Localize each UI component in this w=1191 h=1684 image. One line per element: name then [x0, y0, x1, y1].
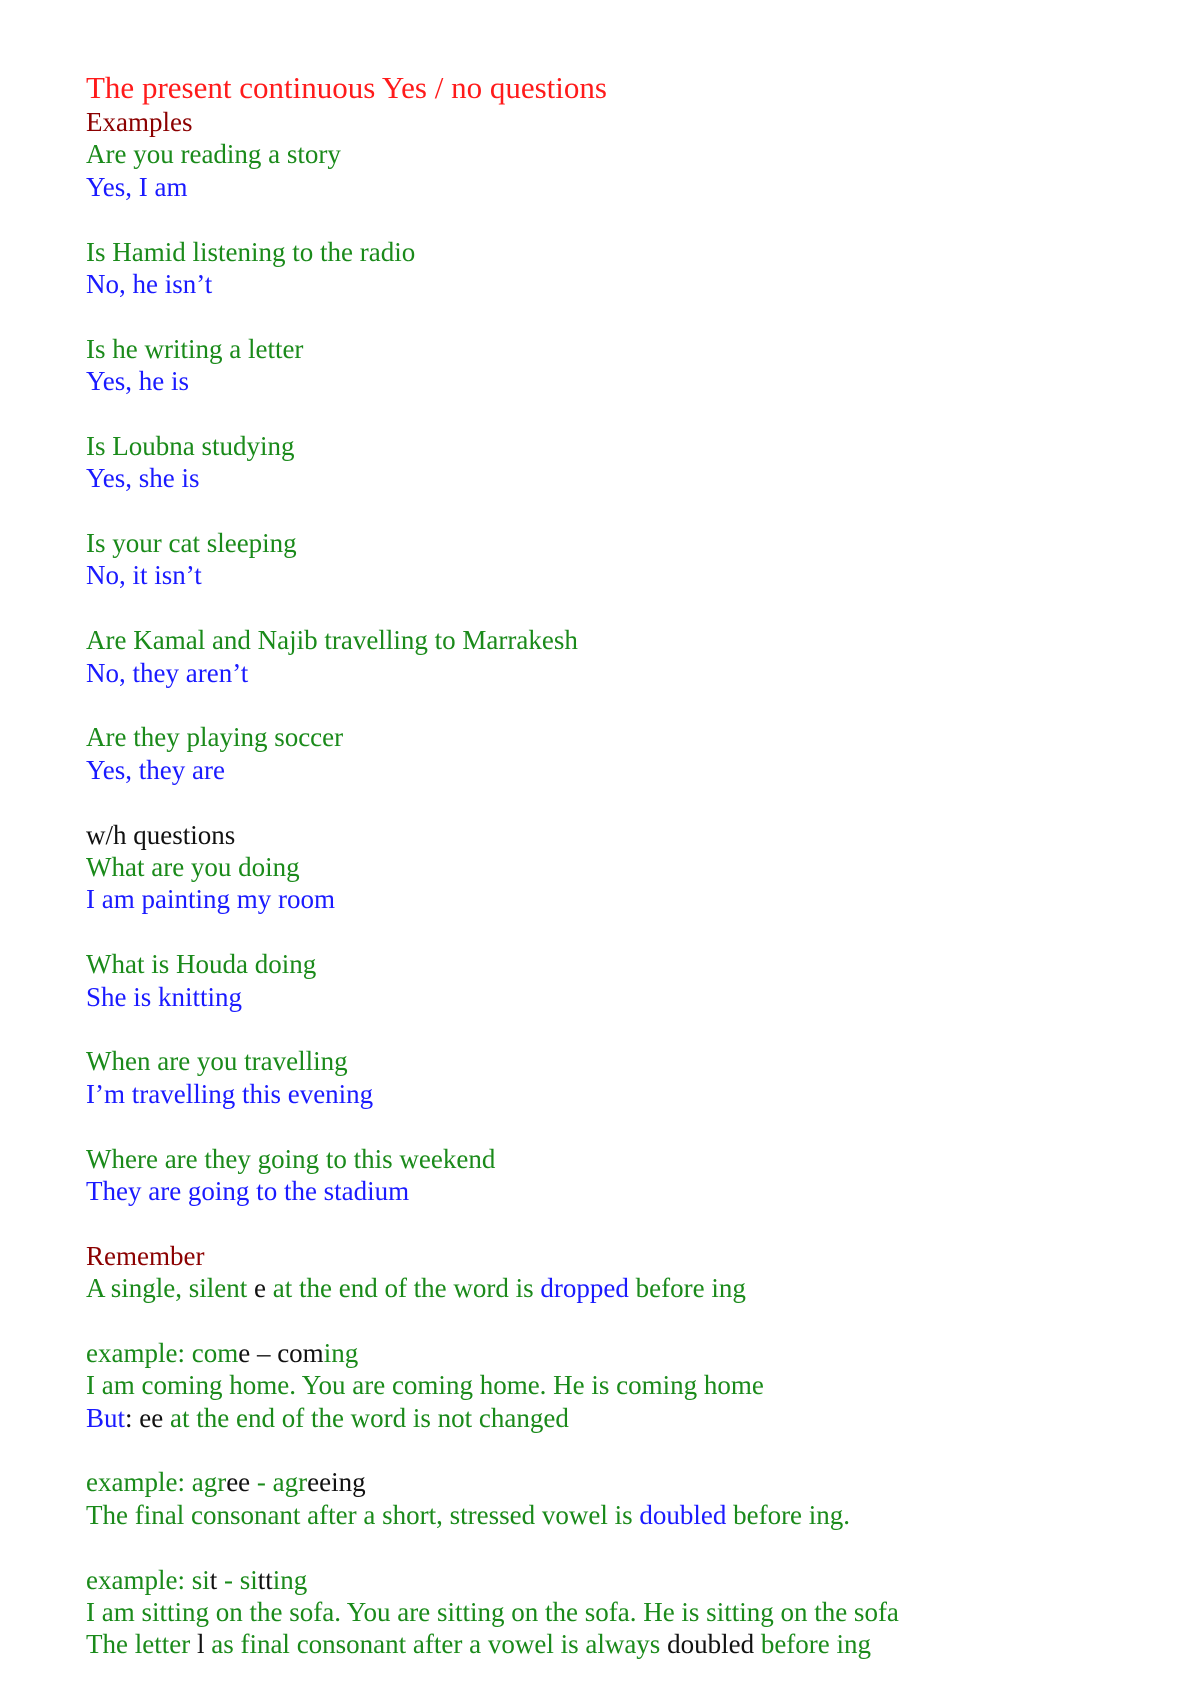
spacer: [86, 1013, 1146, 1045]
rule-letter: l: [196, 1629, 205, 1660]
rule-text: The final consonant after a short, stressed vowel is: [86, 1499, 640, 1530]
rule-letter: e: [254, 1273, 266, 1304]
example-sentence: I am coming home. You are coming home. He is coming home: [86, 1370, 764, 1401]
example-letters: ee: [226, 1467, 251, 1498]
page-title: The present continuous Yes / no questions: [86, 70, 607, 105]
question-line: When are you travelling: [86, 1046, 348, 1077]
answer-line: No, they aren’t: [86, 657, 249, 688]
example-suffix: ing: [272, 1564, 308, 1595]
answer-line: I’m travelling this evening: [86, 1078, 374, 1109]
answer-line: No, he isn’t: [86, 268, 213, 299]
spacer: [86, 592, 1146, 624]
answer-line: No, it isn’t: [86, 560, 202, 591]
answer-line: She is knitting: [86, 981, 243, 1012]
question-line: Is he writing a letter: [86, 333, 304, 364]
question-line: Is Hamid listening to the radio: [86, 236, 416, 267]
rule-text: A single, silent: [86, 1273, 254, 1304]
spacer: [86, 689, 1146, 721]
example-letters: tt: [257, 1564, 273, 1595]
wh-heading: w/h questions: [86, 819, 236, 850]
question-line: Are you reading a story: [86, 139, 341, 170]
example-text: - agr: [250, 1467, 308, 1498]
rule-text: before ing: [628, 1273, 746, 1304]
answer-line: They are going to the stadium: [86, 1175, 410, 1206]
spacer: [86, 916, 1146, 948]
spacer: [86, 398, 1146, 430]
but-text: :: [125, 1402, 140, 1433]
rule-keyword: dropped: [540, 1273, 629, 1304]
but-text: at the end of the word is not changed: [163, 1402, 569, 1433]
spacer: [86, 1531, 1146, 1563]
rule-text: The letter: [86, 1629, 197, 1660]
example-letter: t: [209, 1564, 218, 1595]
spacer: [86, 495, 1146, 527]
question-line: Are they playing soccer: [86, 722, 344, 753]
spacer: [86, 1207, 1146, 1239]
question-line: Are Kamal and Najib travelling to Marrakesh: [86, 625, 578, 656]
rule-text: as final consonant after a vowel is always: [204, 1629, 668, 1660]
spacer: [86, 1434, 1146, 1466]
rule-keyword: doubled: [639, 1499, 727, 1530]
question-line: What is Houda doing: [86, 949, 317, 980]
rule-text: before ing.: [726, 1499, 851, 1530]
example-text: example: com: [86, 1337, 239, 1368]
spacer: [86, 300, 1146, 332]
document-page: [86, 70, 1146, 1661]
spacer: [86, 1110, 1146, 1142]
example-come: [86, 1337, 1146, 1369]
spacer: [86, 203, 1146, 235]
question-line: Is Loubna studying: [86, 430, 295, 461]
answer-line: I am painting my room: [86, 884, 335, 915]
example-text: – com: [250, 1337, 324, 1368]
rule-text: before ing: [754, 1629, 872, 1660]
example-suffix: ing: [323, 1337, 359, 1368]
example-text: - si: [217, 1564, 258, 1595]
but-keyword: But: [86, 1402, 126, 1433]
example-sentence: I am sitting on the sofa. You are sitting on the sofa. He is sitting on the sofa: [86, 1596, 899, 1627]
rule-keyword: doubled: [667, 1629, 755, 1660]
answer-line: Yes, he is: [86, 366, 190, 397]
rule-silent-e: [86, 1272, 1146, 1304]
question-line: Where are they going to this weekend: [86, 1143, 496, 1174]
example-sit: [86, 1564, 1146, 1596]
rule-letter-l: [86, 1628, 1146, 1660]
examples-heading: Examples: [86, 107, 193, 137]
answer-line: Yes, I am: [86, 171, 188, 202]
example-letter: e: [238, 1337, 251, 1368]
remember-heading: Remember: [86, 1240, 205, 1271]
but-letters: ee: [139, 1402, 164, 1433]
question-line: Is your cat sleeping: [86, 528, 297, 559]
rule-text: at the end of the word is: [265, 1273, 541, 1304]
question-line: What are you doing: [86, 851, 300, 882]
spacer: [86, 1304, 1146, 1336]
example-suffix: eeing: [307, 1467, 366, 1498]
example-agree: [86, 1466, 1146, 1498]
spacer: [86, 786, 1146, 818]
example-text: example: agr: [86, 1467, 227, 1498]
but-line: [86, 1402, 1146, 1434]
answer-line: Yes, they are: [86, 754, 225, 785]
rule-doubled-consonant: [86, 1499, 1146, 1531]
example-text: example: si: [86, 1564, 210, 1595]
answer-line: Yes, she is: [86, 463, 200, 494]
